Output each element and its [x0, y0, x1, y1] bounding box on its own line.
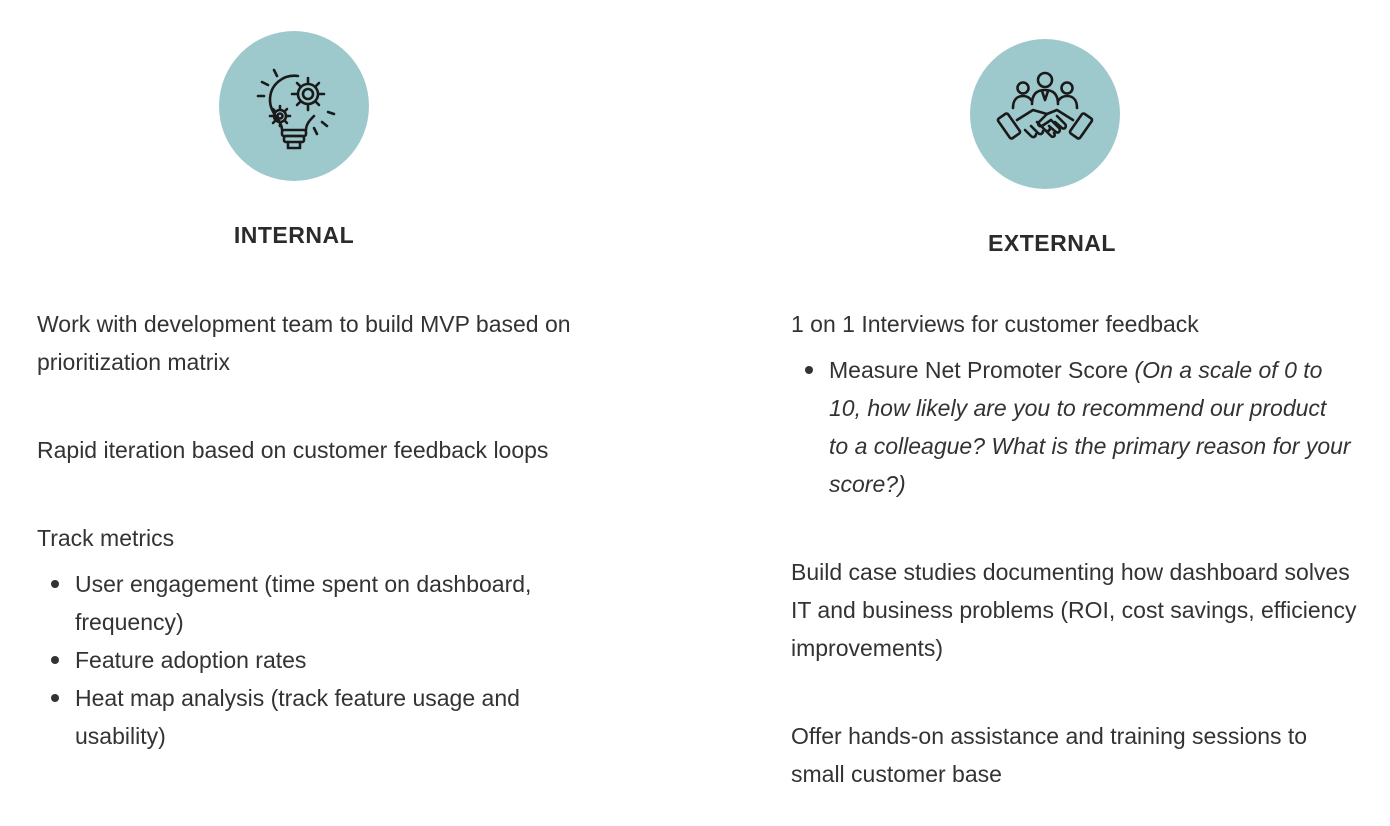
external-paragraph-case-studies: Build case studies documenting how dashboard solves IT and business problems (ROI, cost savings, efficiency improvements) — [791, 559, 1357, 661]
internal-paragraph-metrics: Track metrics — [37, 525, 175, 551]
nps-question-note: (On a scale of 0 to 10, how likely are you to recommend our product to a colleague? What is the primary reason for your score?) — [829, 357, 1351, 497]
nps-list — [791, 351, 1351, 503]
external-paragraph-training: Offer hands-on assistance and training sessions to small customer base — [791, 723, 1308, 787]
external-paragraph-interviews: 1 on 1 Interviews for customer feedback — [791, 311, 1199, 337]
metrics-list — [37, 565, 597, 755]
handshake-team-icon — [970, 39, 1120, 189]
list-item — [791, 351, 1351, 503]
internal-heading: INTERNAL — [233, 222, 355, 248]
list-item: User engagement (time spent on dashboard, frequency) — [37, 565, 597, 641]
internal-paragraph-mvp: Work with development team to build MVP based on prioritization matrix — [37, 311, 571, 375]
internal-paragraph-iteration: Rapid iteration based on customer feedback loops — [37, 437, 549, 463]
lightbulb-gears-icon — [219, 31, 369, 181]
external-heading: EXTERNAL — [988, 230, 1116, 256]
list-item: Heat map analysis (track feature usage and usability) — [37, 679, 597, 755]
list-item: Feature adoption rates — [37, 641, 597, 679]
nps-label: Measure Net Promoter Score — [829, 357, 1129, 383]
